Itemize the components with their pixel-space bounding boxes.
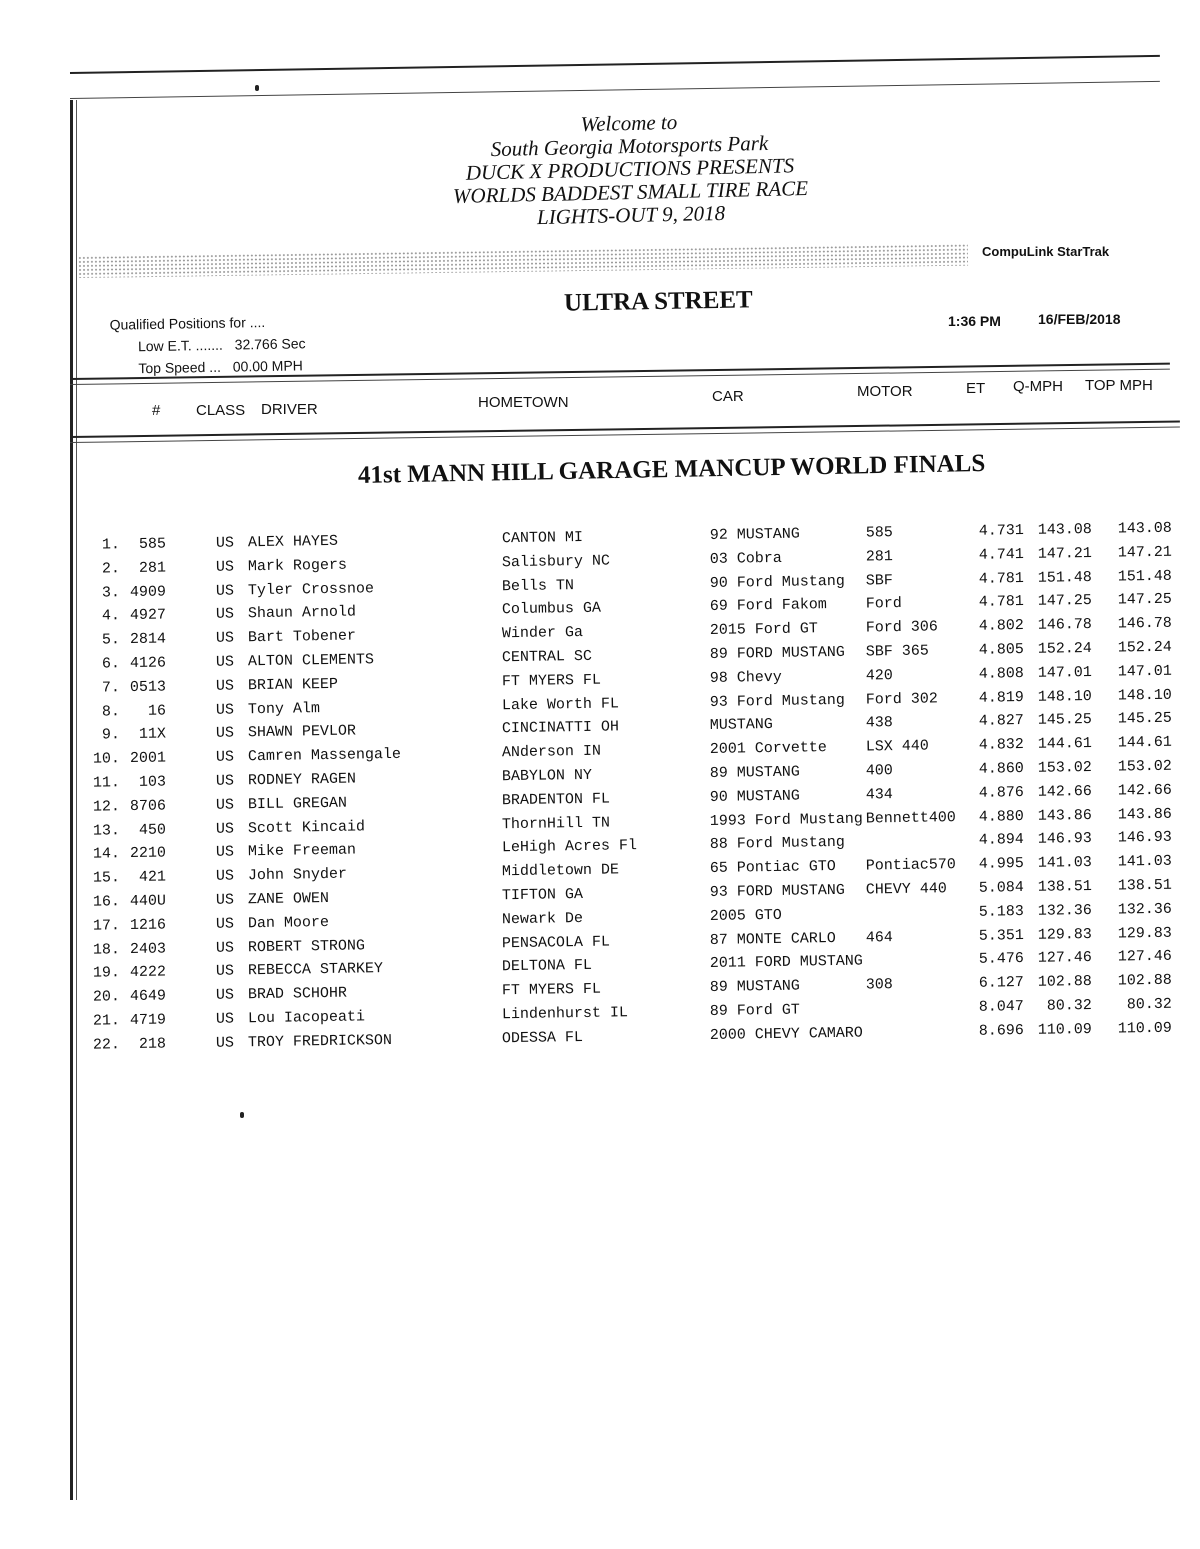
top-mph: 147.25	[1117, 591, 1172, 609]
car-name: 2001 Corvette	[709, 739, 828, 759]
result-position: 12.	[92, 798, 121, 816]
low-et-label: Low E.T. .......	[137, 336, 223, 355]
car-number: 4927	[129, 606, 167, 625]
column-header-et: ET	[966, 380, 986, 397]
result-position: 5.	[101, 631, 121, 649]
elapsed-time: 4.832	[978, 736, 1024, 754]
car-name: 88 Ford Mustang	[709, 834, 846, 854]
result-position: 20.	[92, 988, 121, 1006]
class-code: US	[215, 582, 235, 600]
result-position: 16.	[92, 893, 121, 911]
result-position: 1.	[101, 536, 121, 554]
car-name: 89 Ford GT	[709, 1001, 801, 1020]
top-mph: 147.01	[1117, 662, 1172, 681]
elapsed-time: 8.696	[978, 1021, 1024, 1040]
qualifying-mph: 143.08	[1037, 520, 1092, 539]
elapsed-time: 4.880	[978, 807, 1024, 826]
top-mph: 146.78	[1117, 614, 1172, 633]
car-name: 2015 Ford GT	[709, 620, 819, 640]
elapsed-time: 4.781	[978, 569, 1024, 588]
motor: Ford 302	[865, 689, 938, 709]
top-mph: 145.25	[1117, 710, 1172, 728]
car-number: 0513	[129, 678, 167, 696]
header-line-venue: South Georgia Motorsports Park	[490, 130, 769, 162]
hometown: Newark De	[501, 909, 584, 929]
hometown: CINCINATTI OH	[501, 718, 620, 738]
car-number: 2403	[129, 940, 167, 958]
driver-name: BRAD SCHOHR	[247, 984, 348, 1004]
motor: Ford	[865, 595, 902, 613]
driver-name: ALTON CLEMENTS	[247, 651, 375, 671]
car-number: 4222	[129, 963, 167, 982]
car-number: 4719	[129, 1011, 167, 1030]
elapsed-time: 4.860	[978, 760, 1024, 778]
motor: SBF 365	[865, 642, 929, 661]
class-code: US	[215, 724, 235, 743]
print-date: 16/FEB/2018	[1038, 311, 1121, 327]
driver-name: Mark Rogers	[247, 556, 348, 576]
driver-name: Bart Tobener	[247, 627, 357, 647]
results-table	[70, 510, 1200, 1070]
car-name: MUSTANG	[709, 716, 774, 735]
result-position: 17.	[92, 917, 121, 935]
car-number: 103	[138, 773, 167, 791]
top-mph: 146.93	[1117, 829, 1172, 847]
car-number: 450	[138, 821, 167, 839]
car-name: 2011 FORD MUSTANG	[709, 952, 864, 973]
qualifying-mph: 141.03	[1037, 854, 1092, 872]
car-name: 89 MUSTANG	[709, 763, 801, 782]
header-line-race: WORLDS BADDEST SMALL TIRE RACE	[452, 175, 809, 209]
car-name: 98 Chevy	[709, 668, 783, 687]
hometown: Winder Ga	[501, 624, 584, 643]
qualifying-mph: 80.32	[1046, 996, 1092, 1015]
low-et-value: 32.766 Sec	[234, 335, 306, 353]
top-mph: 152.24	[1117, 638, 1172, 657]
class-code: US	[215, 1010, 235, 1028]
driver-name: ALEX HAYES	[247, 532, 339, 552]
qualifying-mph: 147.25	[1037, 592, 1092, 611]
driver-name: Lou Iacopeati	[247, 1008, 366, 1028]
motor: 434	[865, 785, 893, 804]
qualified-label: Qualified Positions for ....	[109, 313, 266, 333]
qualifying-mph: 127.46	[1037, 949, 1092, 968]
motor: Pontiac570	[865, 856, 956, 875]
result-position: 10.	[92, 750, 121, 768]
qualifying-mph: 147.01	[1037, 663, 1092, 682]
car-number: 4909	[129, 583, 167, 601]
header-line-presenter: DUCK X PRODUCTIONS PRESENTS	[465, 153, 795, 185]
car-number: 2210	[129, 844, 167, 863]
hometown: Middletown DE	[501, 861, 620, 881]
result-position: 6.	[101, 655, 121, 673]
class-code: US	[215, 891, 235, 909]
car-name: 03 Cobra	[709, 549, 783, 568]
column-header-driver: DRIVER	[261, 401, 318, 418]
print-time: 1:36 PM	[948, 313, 1001, 329]
top-mph: 141.03	[1117, 852, 1172, 871]
elapsed-time: 8.047	[978, 998, 1024, 1016]
driver-name: Tony Alm	[247, 699, 321, 718]
class-code: US	[215, 701, 235, 719]
elapsed-time: 4.731	[978, 522, 1024, 540]
elapsed-time: 6.127	[978, 974, 1024, 992]
car-name: 89 FORD MUSTANG	[709, 643, 846, 663]
driver-name: BILL GREGAN	[247, 794, 348, 814]
class-code: US	[215, 796, 235, 814]
result-position: 4.	[101, 607, 121, 625]
motor: LSX 440	[865, 737, 929, 756]
driver-name: ZANE OWEN	[247, 889, 330, 909]
car-number: 2814	[129, 630, 167, 649]
elapsed-time: 5.476	[978, 950, 1024, 969]
class-code: US	[215, 843, 235, 862]
hometown: Lake Worth FL	[501, 694, 620, 714]
class-code: US	[215, 677, 235, 695]
driver-name: John Snyder	[247, 865, 348, 885]
top-speed-label: Top Speed ...	[138, 358, 222, 377]
timing-system-brand: CompuLink StarTrak	[982, 244, 1110, 259]
car-name: 93 Ford Mustang	[709, 691, 846, 711]
motor: SBF	[865, 571, 893, 590]
top-mph: 102.88	[1117, 971, 1172, 990]
hometown: Columbus GA	[501, 600, 602, 619]
elapsed-time: 4.995	[978, 855, 1024, 873]
column-header-motor: MOTOR	[857, 383, 913, 400]
car-number: 421	[138, 868, 167, 887]
driver-name: REBECCA STARKEY	[247, 960, 384, 980]
car-number: 4649	[129, 987, 167, 1006]
hometown: Salisbury NC	[501, 552, 611, 572]
driver-name: BRIAN KEEP	[247, 675, 339, 695]
class-code: US	[215, 748, 235, 766]
elapsed-time: 4.819	[978, 688, 1024, 707]
top-mph: 80.32	[1126, 995, 1172, 1014]
top-mph: 142.66	[1117, 781, 1172, 800]
hometown: BRADENTON FL	[501, 790, 611, 810]
elapsed-time: 4.827	[978, 712, 1024, 731]
elapsed-time: 5.084	[978, 879, 1024, 897]
qualifying-mph: 132.36	[1037, 901, 1092, 920]
result-position: 8.	[101, 702, 121, 721]
hometown: Lindenhurst IL	[501, 1004, 629, 1024]
car-number: 8706	[129, 797, 167, 815]
hometown: FT MYERS FL	[501, 980, 602, 1000]
car-number: 281	[138, 559, 167, 577]
car-name: 2005 GTO	[709, 906, 783, 925]
elapsed-time: 4.808	[978, 664, 1024, 683]
driver-name: TROY FREDRICKSON	[247, 1031, 393, 1052]
result-position: 15.	[92, 869, 121, 887]
qualifying-mph: 143.86	[1037, 806, 1092, 825]
hometown: DELTONA FL	[501, 957, 593, 976]
qualifying-mph: 142.66	[1037, 782, 1092, 801]
elapsed-time: 4.802	[978, 617, 1024, 635]
car-name: 65 Pontiac GTO	[709, 858, 837, 878]
class-code: US	[215, 939, 235, 957]
driver-name: Shaun Arnold	[247, 603, 357, 623]
top-rule	[70, 55, 1160, 74]
class-code: US	[215, 986, 235, 1004]
hometown: CANTON MI	[501, 528, 584, 548]
ink-speck	[255, 85, 259, 91]
result-position: 22.	[92, 1036, 121, 1054]
car-name: 69 Ford Fakom	[709, 596, 828, 616]
elapsed-time: 4.894	[978, 831, 1024, 850]
car-number: 440U	[129, 892, 167, 911]
top-rule-secondary	[70, 81, 1160, 99]
hometown: Bells TN	[501, 576, 575, 595]
result-position: 14.	[92, 845, 121, 864]
motor: CHEVY 440	[865, 880, 947, 899]
top-mph: 148.10	[1117, 686, 1172, 705]
hometown: BABYLON NY	[501, 766, 593, 786]
car-name: 93 FORD MUSTANG	[709, 881, 846, 901]
result-position: 9.	[101, 726, 121, 744]
driver-name: RODNEY RAGEN	[247, 770, 357, 790]
car-name: 87 MONTE CARLO	[709, 929, 837, 949]
car-name: 2000 CHEVY CAMARO	[709, 1024, 864, 1044]
top-mph: 110.09	[1117, 1019, 1172, 1038]
class-code: US	[215, 534, 235, 552]
car-number: 585	[138, 535, 167, 553]
car-number: 4126	[129, 654, 167, 673]
result-position: 21.	[92, 1012, 121, 1030]
elapsed-time: 4.781	[978, 593, 1024, 612]
car-number: 2001	[129, 749, 167, 768]
elapsed-time: 5.351	[978, 926, 1024, 945]
top-mph: 129.83	[1117, 924, 1172, 943]
column-header-hometown: HOMETOWN	[478, 394, 569, 411]
car-name: 90 Ford Mustang	[709, 572, 846, 592]
motor: 464	[865, 928, 893, 947]
hometown: LeHigh Acres Fl	[501, 837, 638, 857]
qualifying-mph: 152.24	[1037, 639, 1092, 658]
car-name: 89 MUSTANG	[709, 977, 801, 997]
motor: 438	[865, 714, 893, 732]
qualifying-mph: 146.93	[1037, 830, 1092, 849]
hometown: PENSACOLA FL	[501, 933, 611, 952]
top-mph: 138.51	[1117, 876, 1172, 895]
car-number: 16	[147, 702, 167, 720]
hometown: ThornHill TN	[501, 814, 611, 833]
car-number: 11X	[138, 725, 167, 744]
qualifying-mph: 129.83	[1037, 925, 1092, 944]
driver-name: Mike Freeman	[247, 841, 357, 861]
driver-name: Camren Massengale	[247, 745, 402, 766]
result-position: 18.	[92, 940, 121, 959]
driver-name: SHAWN PEVLOR	[247, 722, 357, 742]
class-code: US	[215, 605, 235, 624]
motor: 400	[865, 762, 893, 780]
column-header-qmph: Q-MPH	[1013, 378, 1063, 395]
class-code: US	[215, 915, 235, 933]
result-position: 11.	[92, 774, 121, 792]
top-mph: 127.46	[1117, 948, 1172, 966]
top-mph: 132.36	[1117, 900, 1172, 919]
dotted-band	[78, 244, 968, 278]
result-position: 2.	[101, 560, 121, 578]
car-name: 1993 Ford Mustang	[709, 810, 864, 830]
motor: Bennett400	[865, 808, 956, 828]
driver-name: Scott Kincaid	[247, 817, 366, 837]
event-header	[419, 107, 842, 231]
qualifying-mph: 147.21	[1037, 544, 1092, 563]
top-mph: 143.86	[1117, 805, 1172, 824]
column-header-class: CLASS	[196, 402, 246, 419]
result-position: 19.	[92, 964, 121, 983]
motor: 420	[865, 666, 893, 685]
car-name: 92 MUSTANG	[709, 525, 801, 544]
column-header-car: CAR	[712, 388, 744, 405]
top-mph: 144.61	[1117, 733, 1172, 752]
car-number: 1216	[129, 916, 167, 934]
class-code: US	[215, 962, 235, 981]
qualifying-mph: 145.25	[1037, 711, 1092, 730]
class-code: US	[215, 820, 235, 838]
elapsed-time: 5.183	[978, 902, 1024, 921]
class-code: US	[215, 867, 235, 885]
result-position: 3.	[101, 583, 121, 602]
column-header-num: #	[152, 402, 161, 419]
elapsed-time: 4.805	[978, 641, 1024, 659]
event-class-title: ULTRA STREET	[563, 286, 753, 317]
driver-name: Tyler Crossnoe	[247, 579, 375, 599]
hometown: ODESSA FL	[501, 1028, 584, 1048]
qualifying-mph: 138.51	[1037, 877, 1092, 896]
column-header-topmph: TOP MPH	[1085, 377, 1153, 394]
hometown: ANderson IN	[501, 742, 602, 762]
hometown: TIFTON GA	[501, 885, 584, 905]
top-mph: 147.21	[1117, 543, 1172, 562]
qualifying-mph: 151.48	[1037, 568, 1092, 587]
qualifying-mph: 144.61	[1037, 735, 1092, 753]
header-line-welcome: Welcome to	[580, 109, 678, 137]
hometown: FT MYERS FL	[501, 671, 602, 691]
top-mph: 143.08	[1117, 519, 1172, 538]
class-code: US	[215, 629, 235, 647]
motor: Ford 306	[865, 618, 938, 637]
top-mph: 151.48	[1117, 567, 1172, 586]
class-code: US	[215, 772, 235, 790]
class-code: US	[215, 558, 235, 576]
result-position: 13.	[92, 821, 121, 840]
motor: 281	[865, 547, 893, 566]
elapsed-time: 4.741	[978, 545, 1024, 564]
motor: 308	[865, 976, 893, 994]
class-code: US	[215, 653, 235, 671]
driver-name: ROBERT STRONG	[247, 936, 366, 956]
class-code: US	[215, 1034, 235, 1052]
qualifying-mph: 110.09	[1037, 1020, 1092, 1039]
hometown: CENTRAL SC	[501, 647, 593, 667]
top-mph: 153.02	[1117, 757, 1172, 776]
qualifying-mph: 153.02	[1037, 758, 1092, 777]
top-speed-value: 00.00 MPH	[232, 357, 303, 375]
car-name: 90 MUSTANG	[709, 787, 801, 806]
qualifying-mph: 146.78	[1037, 616, 1092, 634]
qualified-info	[109, 310, 306, 379]
header-line-edition: LIGHTS-OUT 9, 2018	[536, 200, 726, 230]
car-number: 218	[138, 1035, 167, 1053]
finals-title: 41st MANN HILL GARAGE MANCUP WORLD FINALS	[357, 449, 986, 489]
driver-name: Dan Moore	[247, 913, 330, 933]
qualifying-mph: 102.88	[1037, 973, 1092, 991]
motor: 585	[865, 524, 893, 542]
elapsed-time: 4.876	[978, 783, 1024, 802]
result-position: 7.	[101, 679, 121, 697]
ink-speck	[240, 1112, 244, 1118]
qualifying-mph: 148.10	[1037, 687, 1092, 706]
